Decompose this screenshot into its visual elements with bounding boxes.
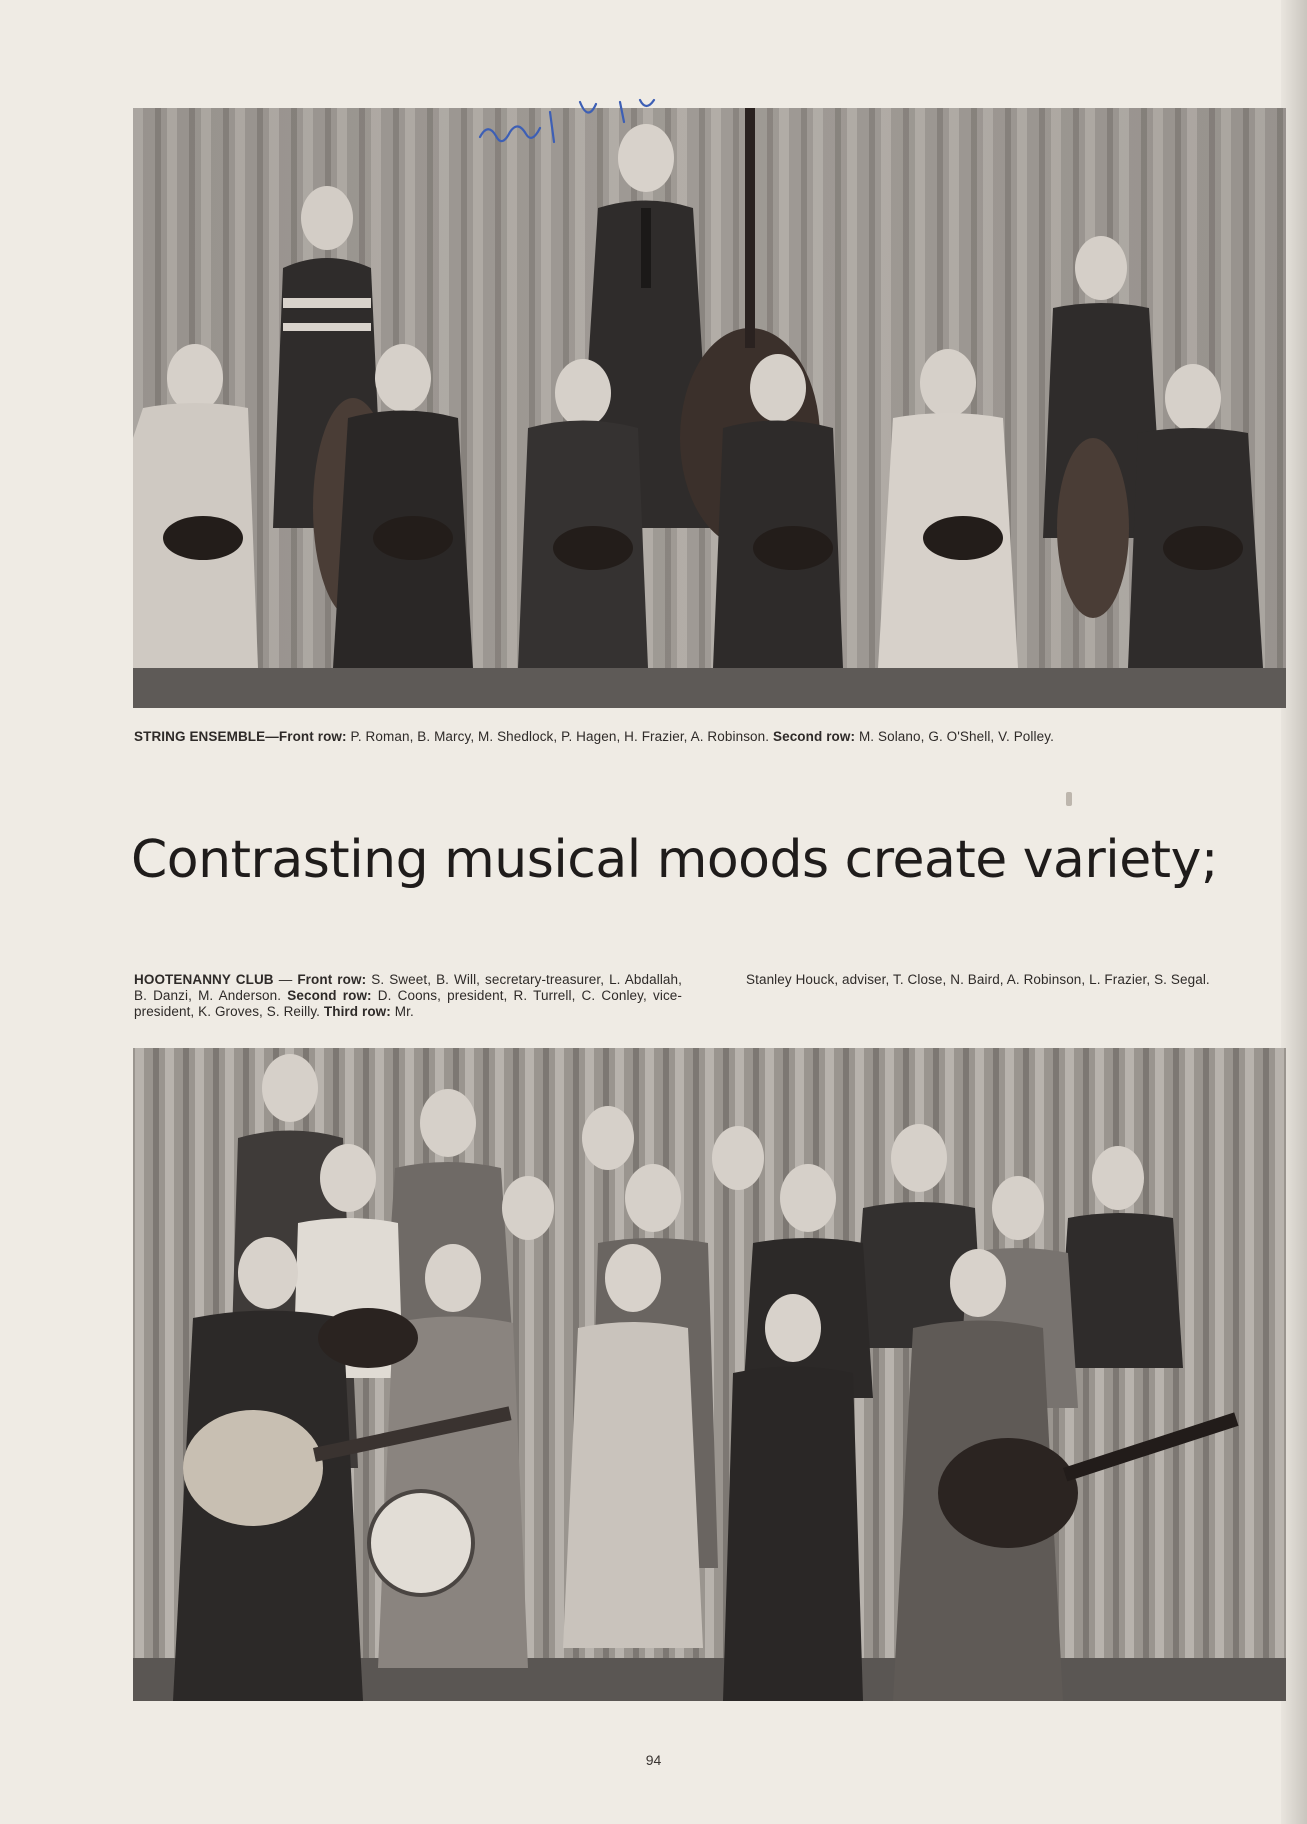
third-row-names-start: Mr. bbox=[394, 1004, 414, 1019]
second-row-label: Second row: bbox=[287, 988, 372, 1003]
hootenanny-title: HOOTENANNY CLUB bbox=[134, 972, 274, 987]
page-mark bbox=[1066, 792, 1072, 806]
handwritten-note bbox=[470, 92, 730, 172]
caption-dash: — bbox=[265, 729, 279, 744]
third-row-label: Third row: bbox=[323, 1004, 391, 1019]
page-headline: Contrasting musical moods create variety; bbox=[131, 830, 1218, 890]
second-row-names: M. Solano, G. O'Shell, V. Polley. bbox=[858, 729, 1054, 744]
front-row-label: Front row: bbox=[297, 972, 367, 987]
string-ensemble-photo bbox=[133, 108, 1286, 708]
hootenanny-caption-right bbox=[746, 972, 1286, 988]
second-row-label: Second row: bbox=[772, 729, 856, 744]
hootenanny-club-photo bbox=[133, 1048, 1286, 1701]
string-ensemble-caption bbox=[134, 729, 1284, 745]
front-row-label: Front row: bbox=[278, 729, 347, 744]
page-number: 94 bbox=[645, 1752, 662, 1768]
front-row-names: S. Sweet, B. Will, secretary-treasurer, L. Abdallah, B. Danzi, M. Anderson. bbox=[134, 972, 682, 1003]
front-row-names: P. Roman, B. Marcy, M. Shedlock, P. Hagen, H. Frazier, A. Robinson. bbox=[350, 729, 770, 744]
third-row-names-continued: Stanley Houck, adviser, T. Close, N. Baird, A. Robinson, L. Frazier, S. Segal. bbox=[746, 972, 1210, 987]
second-row-names: D. Coons, president, R. Turrell, C. Conley, vice-president, K. Groves, S. Reilly. bbox=[134, 988, 682, 1019]
string-ensemble-title: STRING ENSEMBLE bbox=[134, 729, 266, 744]
caption-dash: — bbox=[278, 972, 293, 987]
hootenanny-caption-left bbox=[134, 972, 682, 1020]
